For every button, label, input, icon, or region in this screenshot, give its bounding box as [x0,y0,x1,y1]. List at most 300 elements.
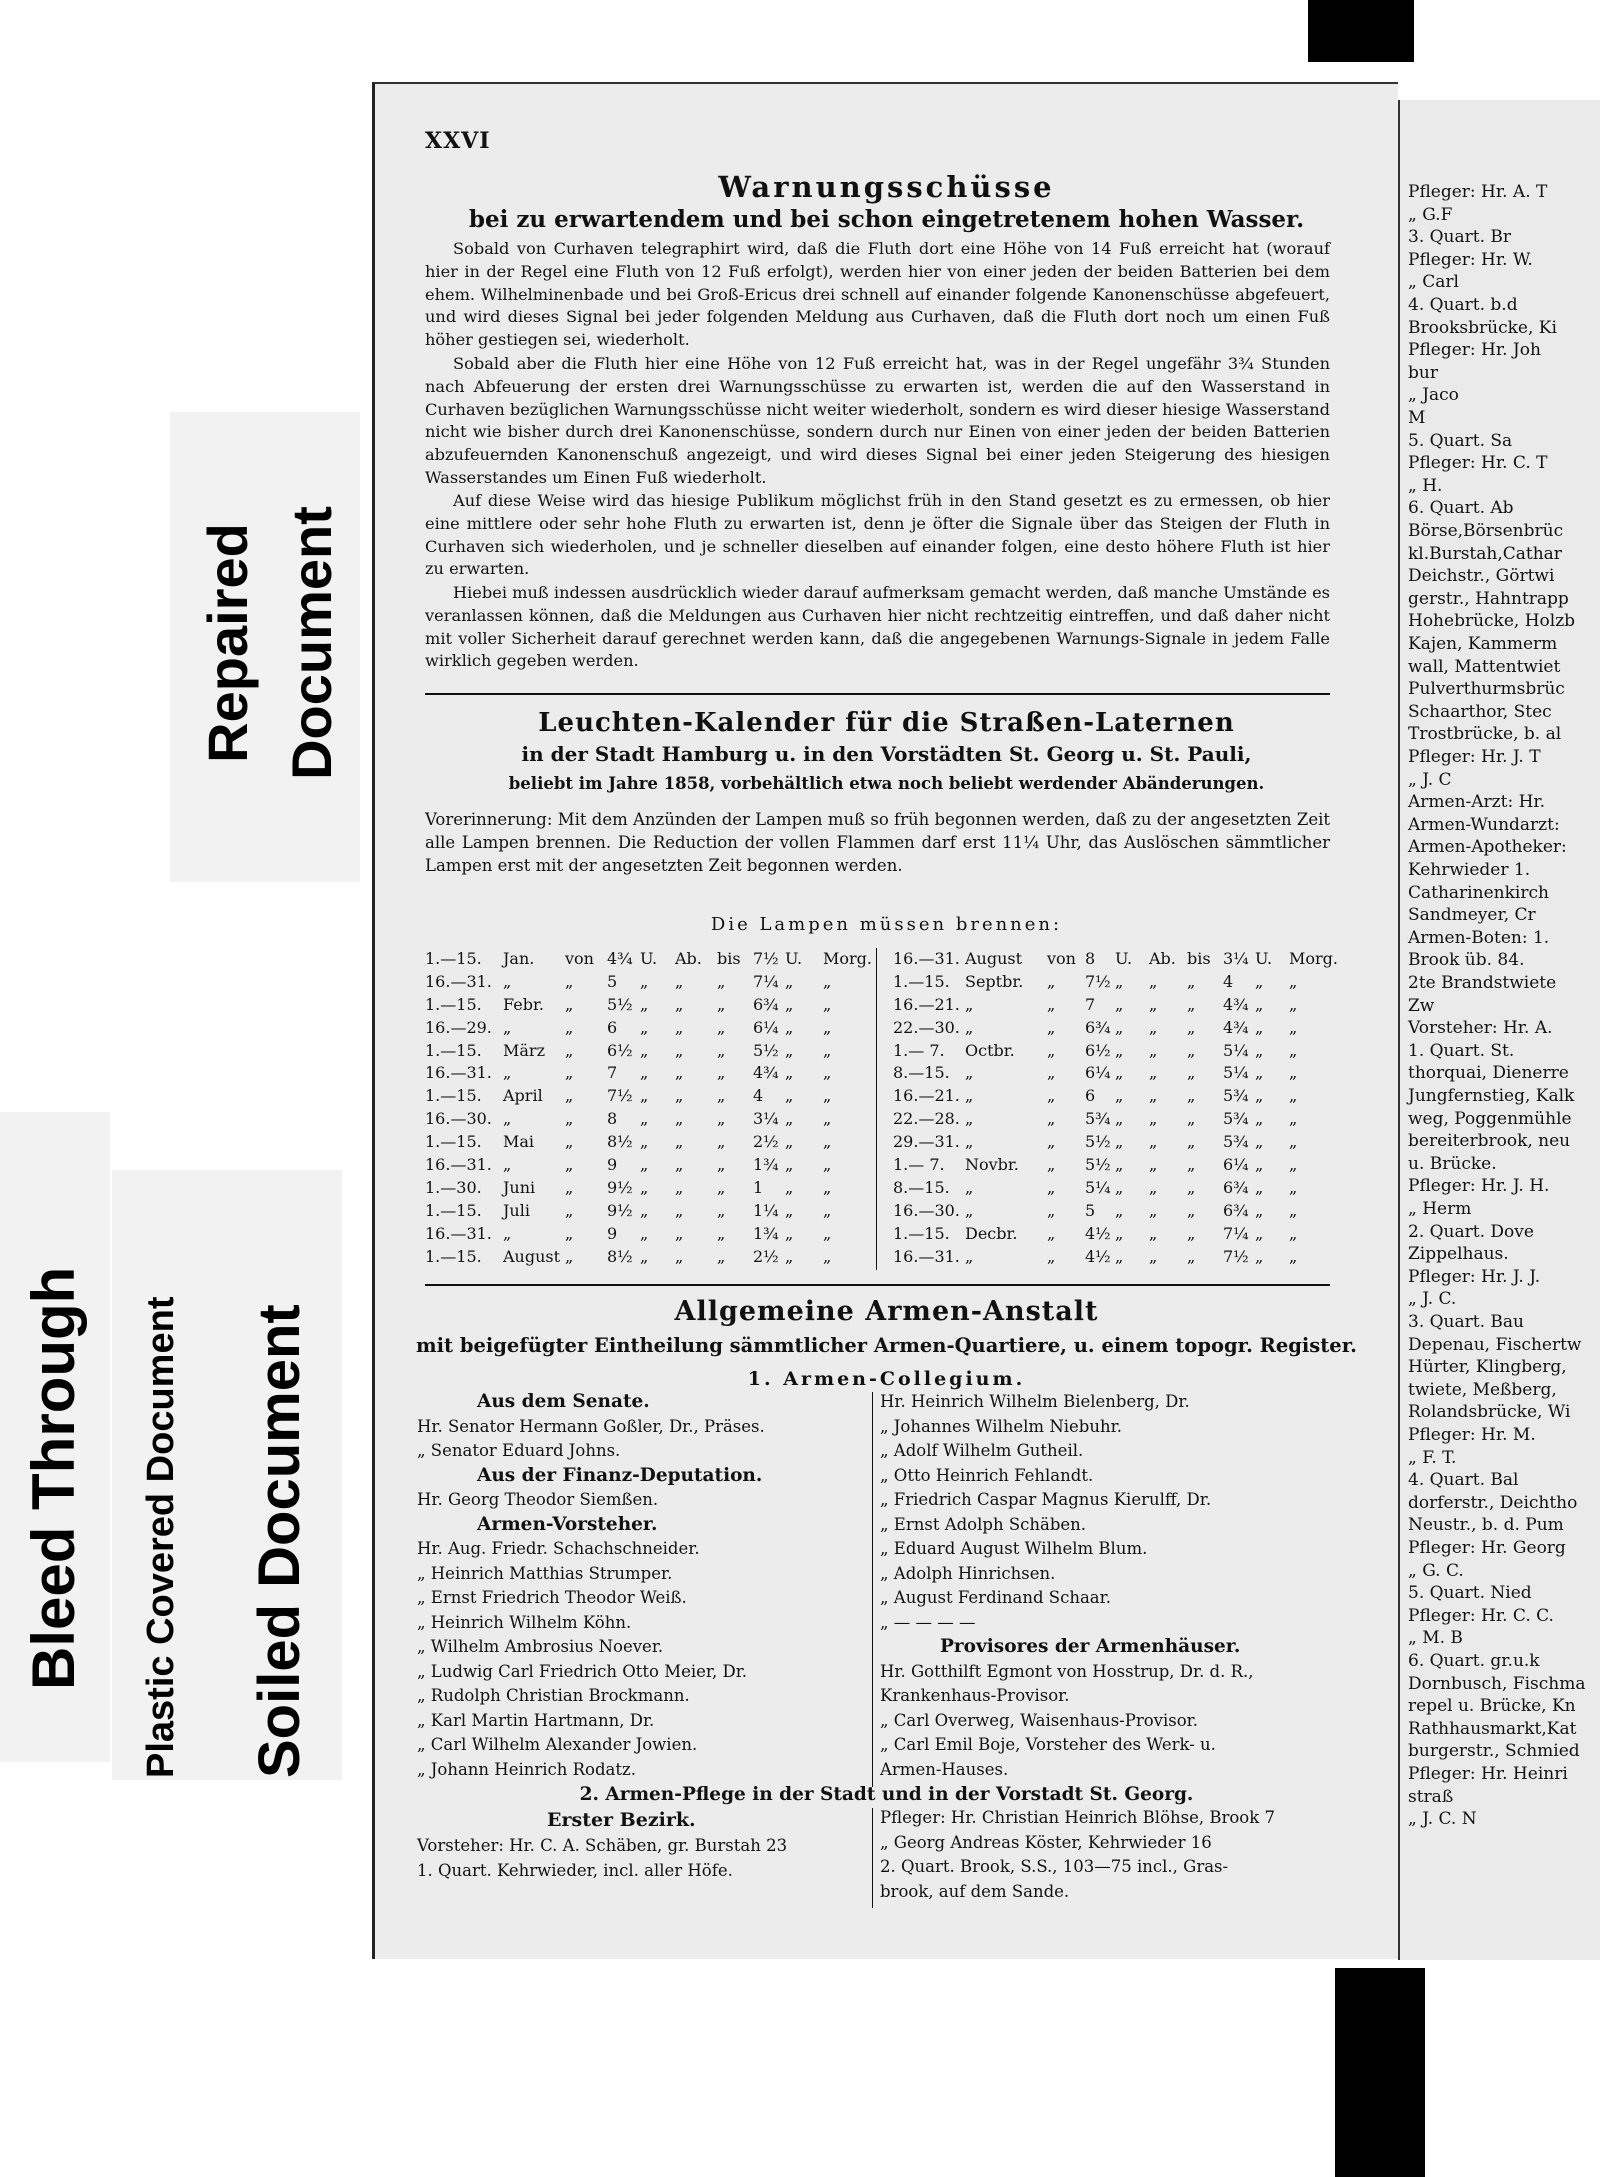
lamp-cell: „ [1289,1040,1298,1060]
list-item: Vorsteher: Hr. C. A. Schäben, gr. Burstah 23 [417,1836,788,1855]
lamp-cell: „ [640,1063,649,1083]
lamp-cell: „ [965,1109,974,1129]
adjacent-page-line: Pfleger: Hr. C. C. [1408,1605,1554,1626]
lamp-row [425,1177,1335,1200]
lamp-cell: „ [565,1063,574,1083]
adjacent-page-line: u. Brücke. [1408,1153,1497,1174]
lamp-cell: „ [785,971,794,991]
lamp-cell: 6¾ [1223,1200,1249,1220]
adjacent-page-line: Pfleger: Hr. J. H. [1408,1176,1550,1197]
lamp-cell: Ab. [1149,949,1176,968]
lamp-cell: „ [1289,1132,1298,1152]
lamp-cell: „ [640,994,649,1014]
lamp-cell: „ [785,1040,794,1060]
lamp-cell: „ [1255,1040,1264,1060]
lamp-cell: „ [1115,1017,1124,1037]
lamp-cell: „ [1047,1040,1056,1060]
lamp-cell: 1.—15. [425,994,482,1014]
lamp-cell: „ [1047,1246,1056,1266]
lamp-cell: U. [640,949,658,968]
bleed-label: Bleed Through [20,1266,87,1690]
lamp-cell: „ [675,971,684,991]
adjacent-page-line: repel u. Brücke, Kn [1408,1696,1576,1717]
lamp-cell: 6¼ [1223,1155,1249,1175]
lamp-cell: „ [823,1109,832,1129]
adjacent-page-line: 5. Quart. Sa [1408,430,1513,451]
repaired-label [186,418,354,868]
list-item: „ Carl Overweg, Waisenhaus-Provisor. [880,1710,1198,1730]
lamp-cell: 5½ [607,994,633,1014]
lamp-cell: „ [1149,1132,1158,1152]
lamp-cell: „ [785,1246,794,1266]
scan-edge-strip-top [1308,0,1414,62]
lamp-cell: „ [823,1132,832,1152]
lamp-cell: 6¾ [1085,1017,1111,1037]
adjacent-page-line: 5. Quart. Nied [1408,1583,1532,1604]
lamp-cell: 1¾ [753,1155,779,1175]
lamp-cell: 16.—31. [893,949,960,968]
lamp-cell: 16.—30. [425,1109,492,1129]
lamp-cell: „ [717,1063,726,1083]
lamp-cell: 1.— 7. [893,1040,945,1060]
lamp-table [425,948,1338,1268]
lamp-cell: „ [823,1017,832,1037]
armen-left-column [417,1390,765,1782]
lamp-row [425,1200,1335,1223]
lamp-cell: „ [785,1223,794,1243]
adjacent-page-line: Pfleger: Hr. W. [1408,249,1533,270]
lamp-cell: „ [1115,1223,1124,1243]
lamp-cell: Mai [503,1132,535,1152]
warning-paragraph: Auf diese Weise wird das hiesige Publikum möglichst früh in den Stand gesetzt es zu ermessen, ob hier eine mittlere oder sehr hohe Fluth zu erwarten ist, denn je öfter die Signale über das Steigen der Fluth in Curhaven sich wiederholen, und je schneller dieselben auf einander folgen, eine desto höhere Fluth ist hier zu erwarten. [425,491,1330,579]
column-divider [872,1392,873,1787]
lamp-row [425,971,1335,994]
lamp-cell: „ [1187,1017,1196,1037]
list-item: 2. Quart. Brook, S.S., 103—75 incl., Gras- [880,1857,1229,1876]
armen-right-column [880,1390,1254,1782]
lamp-cell: „ [1115,1040,1124,1060]
list-item: Pfleger: Hr. Christian Heinrich Blöhse, Brook 7 [880,1808,1275,1827]
adjacent-page-line: Pfleger: Hr. M. [1408,1425,1536,1445]
adjacent-page-line: Kajen, Kammerm [1408,634,1558,654]
list-item: „ Johann Heinrich Rodatz. [417,1759,636,1779]
lamp-row [425,1040,1335,1063]
list-item: „ Johannes Wilhelm Niebuhr. [880,1416,1122,1436]
lamp-cell: „ [1187,1200,1196,1220]
lamp-cell: 7½ [753,949,779,968]
list-item: „ — — — — [880,1612,976,1632]
adjacent-page-line: burgerstr., Schmied [1408,1741,1580,1762]
lamp-cell: „ [823,1086,832,1106]
lamp-cell: Ab. [675,949,702,968]
pflege-title: 2. Armen-Pflege in der Stadt und in der Vorstadt St. Georg. [579,1784,1194,1805]
lamp-cell: „ [717,1040,726,1060]
lamp-cell: 5¾ [1085,1109,1111,1129]
armen-collegium: 1. Armen-Collegium. [747,1368,1026,1390]
lamp-cell: 5¾ [1223,1132,1249,1152]
lamp-cell: 5¼ [1223,1063,1249,1083]
lamp-cell: 16.—21. [893,994,960,1014]
lamp-cell: 5½ [1085,1155,1111,1175]
lamp-cell: U. [1255,949,1273,968]
lamp-cell: „ [1047,994,1056,1014]
lamp-cell: 6 [1085,1086,1096,1106]
lamp-cell: 7½ [607,1086,633,1106]
list-item: „ Adolf Wilhelm Gutheil. [880,1441,1084,1460]
lamp-row [425,1131,1335,1154]
lamp-cell: „ [1289,1246,1298,1266]
lamp-cell: „ [1047,1132,1056,1152]
lamp-cell: „ [717,1223,726,1243]
lamp-cell: „ [565,1017,574,1037]
adjacent-page-line: „ M. B [1408,1628,1463,1649]
adjacent-page-line: Armen-Apotheker: [1408,837,1567,858]
lamp-cell: 7½ [1085,971,1111,991]
lamp-cell: Juli [503,1200,530,1220]
lamp-cell: 3¼ [1223,949,1249,968]
lamp-cell: „ [1289,1200,1298,1220]
lamp-cell: Jan. [503,949,535,968]
adjacent-page-line: bur [1408,362,1438,383]
list-item: „ Carl Wilhelm Alexander Jowien. [417,1735,698,1754]
lamp-cell: 16.—21. [893,1086,960,1106]
lamp-row [425,1154,1335,1177]
adjacent-page-line: 1. Quart. St. [1408,1040,1515,1061]
lamp-cell: „ [1289,1017,1298,1037]
adjacent-page-line: Schaarthor, Stec [1408,701,1552,722]
lamp-cell: „ [717,1200,726,1220]
lamp-cell: „ [785,1177,794,1197]
list-heading: Armen-Vorsteher. [477,1513,658,1535]
adjacent-page-line: Brooksbrücke, Ki [1408,317,1557,338]
lamps-preface: Vorerinnerung: Mit dem Anzünden der Lampen muß so früh begonnen werden, daß zu der angesetzten Zeit alle Lampen brennen. Die Reduction der vollen Flammen darf erst 11¼ Uhr, das Auslöschen sämmtlicher Lampen erst mit der angesetzten Zeit begonnen werden. [425,810,1330,875]
lamp-row [425,994,1335,1017]
lamp-cell: 7 [1085,994,1096,1014]
column-divider [872,1808,873,1908]
adjacent-page-line: kl.Burstah,Cathar [1408,543,1562,564]
adjacent-page-line: Börse,Börsenbrüc [1408,521,1564,541]
lamp-cell: 4¾ [1223,994,1249,1014]
lamp-cell: 1.—15. [425,1040,482,1060]
lamp-cell: 7¼ [753,971,779,991]
lamp-cell: „ [823,1200,832,1220]
lamp-cell: „ [717,1246,726,1266]
adjacent-page-line: Pfleger: Hr. J. J. [1408,1266,1541,1287]
adjacent-page-line: „ H. [1408,475,1443,496]
lamp-cell: „ [1187,1040,1196,1060]
lamp-cell: 5 [607,971,618,991]
lamp-cell: „ [717,1109,726,1129]
lamp-cell: bis [1187,949,1211,968]
lamp-cell: 8 [1085,949,1096,968]
list-item: Hr. Heinrich Wilhelm Bielenberg, Dr. [880,1392,1190,1411]
lamp-cell: „ [1149,1246,1158,1266]
lamp-cell: „ [965,1063,974,1083]
adjacent-page-line: Pfleger: Hr. A. T [1408,182,1548,202]
list-item: „ Wilhelm Ambrosius Noever. [417,1637,664,1656]
lamp-cell: 16.—31. [893,1246,960,1266]
list-heading: Provisores der Armenhäuser. [940,1636,1241,1657]
lamp-cell: „ [675,1063,684,1083]
lamp-cell: „ [675,1200,684,1220]
lamp-cell: „ [565,1086,574,1106]
lamp-cell: „ [965,1132,974,1152]
lamp-cell: „ [717,1155,726,1175]
lamp-cell: 4¾ [1223,1017,1249,1037]
lamp-cell: „ [1047,971,1056,991]
adjacent-page-line: 3. Quart. Br [1408,227,1512,248]
lamp-cell: März [503,1040,545,1060]
lamp-cell: „ [565,1109,574,1129]
lamp-cell: 1.— 7. [893,1155,945,1175]
adjacent-page-line: weg, Poggenmühle [1408,1108,1572,1129]
lamp-cell: 6¼ [753,1017,779,1037]
lamp-row [425,1085,1335,1108]
adjacent-page-line: „ J. C. [1408,1289,1457,1310]
lamp-cell: „ [823,1063,832,1083]
lamp-cell: Decbr. [965,1223,1018,1243]
lamp-cell: 4½ [1085,1223,1111,1243]
lamp-cell: „ [823,1040,832,1060]
lamp-cell: „ [785,1132,794,1152]
lamp-cell: Morg. [823,949,872,968]
lamp-cell: „ [823,1246,832,1266]
list-item: „ Otto Heinrich Fehlandt. [880,1465,1094,1485]
lamp-cell: 8½ [607,1132,633,1152]
lamp-cell: U. [785,949,803,968]
adjacent-page-line: „ G. C. [1408,1560,1464,1581]
lamp-cell: 7¼ [1223,1223,1249,1243]
lamp-cell: 22.—28. [893,1109,960,1129]
adjacent-page-line: „ J. C [1408,769,1452,790]
lamp-cell: 1.—30. [425,1177,482,1197]
adjacent-page-line: Dornbusch, Fischma [1408,1673,1586,1694]
list-item: Hr. Aug. Friedr. Schachschneider. [417,1539,700,1558]
warning-title: Warnungsschüsse [718,170,1055,204]
adjacent-page-line: „ J. C. N [1408,1809,1477,1830]
adjacent-page-line: Sandmeyer, Cr [1408,905,1536,926]
lamp-cell: „ [1187,1223,1196,1243]
lamp-cell: 4 [1223,971,1234,991]
lamp-row [425,1062,1335,1085]
lamp-cell: „ [1115,1246,1124,1266]
lamp-cell: 5¾ [1223,1086,1249,1106]
lamp-cell: „ [503,1063,512,1083]
list-item: „ Georg Andreas Köster, Kehrwieder 16 [880,1832,1212,1852]
lamp-cell: „ [1187,1109,1196,1129]
lamp-cell: 1.—15. [893,1223,950,1243]
lamp-cell: „ [1187,971,1196,991]
lamp-cell: „ [640,1177,649,1197]
lamp-cell: „ [785,1086,794,1106]
lamp-cell: Morg. [1289,949,1338,968]
lamp-cell: „ [565,1177,574,1197]
lamp-cell: „ [1255,1200,1264,1220]
adjacent-page-line: bereiterbrook, neu [1408,1131,1571,1152]
lamp-cell: „ [675,1017,684,1037]
lamp-cell: „ [1115,994,1124,1014]
adjacent-page-line: straß [1408,1786,1454,1807]
lamp-cell: „ [1149,1177,1158,1197]
lamp-cell: „ [1255,1017,1264,1037]
lamp-cell: „ [1255,994,1264,1014]
list-item: „ Heinrich Matthias Strumper. [417,1563,673,1583]
adjacent-page-line: wall, Mattentwiet [1408,656,1561,677]
lamp-cell: „ [965,1086,974,1106]
lamp-cell: Septbr. [965,971,1024,991]
adjacent-page-line: Zippelhaus. [1408,1244,1509,1265]
lamp-cell: 5 [1085,1200,1096,1220]
lamp-cell: 1.—15. [425,1200,482,1220]
lamp-cell: „ [1149,1017,1158,1037]
adjacent-page-line: gerstr., Hahntrapp [1408,588,1569,609]
plastic-label: Plastic Covered Document [140,1296,182,1778]
lamp-cell: 9 [607,1223,618,1243]
lamp-cell: 6¾ [1223,1177,1249,1197]
section-divider [425,693,1330,695]
adjacent-page-line: thorquai, Dienerre [1408,1063,1569,1084]
lamp-cell: „ [1047,1017,1056,1037]
lamp-cell: „ [823,1223,832,1243]
adjacent-page-line: 4. Quart. Bal [1408,1470,1519,1491]
list-item: „ Ernst Adolph Schäben. [880,1514,1087,1534]
lamp-cell: „ [565,1040,574,1060]
lamp-cell: „ [785,1063,794,1083]
lamp-cell: „ [1255,1109,1264,1129]
lamp-cell: „ [823,1155,832,1175]
adjacent-page-line: Hürter, Klingberg, [1408,1357,1567,1378]
adjacent-page-line: „ G.F [1408,204,1453,225]
lamp-cell: „ [565,971,574,991]
lamp-cell: „ [785,1155,794,1175]
lamp-cell: „ [1187,994,1196,1014]
lamp-cell: „ [1047,1177,1056,1197]
lamp-cell: „ [640,1246,649,1266]
lamp-cell: „ [503,1223,512,1243]
lamp-cell: 6¾ [753,994,779,1014]
lamp-cell: 16.—31. [425,1155,492,1175]
adjacent-page-line: Armen-Arzt: Hr. [1408,792,1546,813]
lamp-cell: „ [1255,1063,1264,1083]
lamp-cell: „ [1289,1177,1298,1197]
lamp-cell: 1.—15. [425,1132,482,1152]
lamp-cell: „ [1149,1155,1158,1175]
lamp-cell: „ [717,994,726,1014]
lamp-cell: „ [1047,1109,1056,1129]
lamp-cell: „ [675,1246,684,1266]
adjacent-page-line: 3. Quart. Bau [1408,1312,1524,1332]
adjacent-page-line: Depenau, Fischertw [1408,1334,1582,1355]
list-heading: Aus dem Senate. [477,1391,650,1412]
adjacent-page-line: M [1408,408,1426,428]
lamp-cell: „ [1289,971,1298,991]
lamp-cell: Juni [503,1177,536,1197]
lamp-cell: „ [1047,1155,1056,1175]
lamp-cell: „ [823,971,832,991]
lamp-cell: „ [1149,971,1158,991]
lamp-cell: „ [1115,1200,1124,1220]
lamp-cell: 3¼ [753,1109,779,1129]
lamp-cell: „ [1115,971,1124,991]
lamp-cell: „ [503,971,512,991]
lamp-cell: „ [965,1200,974,1220]
lamp-cell: „ [1149,994,1158,1014]
lamp-cell: „ [1149,1223,1158,1243]
lamp-cell: „ [785,1109,794,1129]
lamp-cell: „ [675,1086,684,1106]
lamp-cell: „ [1115,1132,1124,1152]
adjacent-page-line: Pfleger: Hr. Heinri [1408,1764,1568,1784]
adjacent-page-line: Hohebrücke, Holzb [1408,611,1576,632]
adjacent-page-line: twiete, Meßberg, [1408,1379,1557,1400]
warning-subtitle: bei zu erwartendem und bei schon eingetretenem hohen Wasser. [468,206,1305,233]
lamp-cell: 4½ [1085,1246,1111,1266]
lamp-cell: „ [717,1086,726,1106]
lamp-cell: „ [717,1017,726,1037]
lamp-cell: „ [1047,1086,1056,1106]
lamp-cell: „ [640,1155,649,1175]
lamp-cell: Novbr. [965,1155,1019,1175]
lamp-cell: 1¾ [753,1223,779,1243]
lamp-cell: 1 [753,1177,764,1197]
list-item: „ Heinrich Wilhelm Köhn. [417,1612,632,1632]
lamp-cell: „ [565,1223,574,1243]
list-item: „ Rudolph Christian Brockmann. [417,1686,690,1705]
lamp-cell: 16.—31. [425,1063,492,1083]
adjacent-page-line: 6. Quart. Ab [1408,498,1514,519]
lamps-table-head: Die Lampen müssen brennen: [710,914,1063,935]
lamp-cell: 6¼ [1085,1063,1111,1083]
lamp-cell: „ [1187,1177,1196,1197]
lamp-cell: „ [1255,1177,1264,1197]
lamp-cell: 1.—15. [893,971,950,991]
lamp-cell: „ [1115,1177,1124,1197]
lamp-cell: „ [785,1017,794,1037]
list-item: „ Ludwig Carl Friedrich Otto Meier, Dr. [417,1661,748,1681]
lamp-cell: 7 [607,1063,618,1083]
adjacent-page-line: dorferstr., Deichtho [1408,1492,1578,1513]
lamp-cell: 2½ [753,1246,779,1266]
lamp-cell: 1.—15. [425,1246,482,1266]
lamp-cell: „ [640,1200,649,1220]
lamp-cell: 16.—30. [893,1200,960,1220]
lamp-cell: 8½ [607,1246,633,1266]
list-item: „ Ernst Friedrich Theodor Weiß. [417,1588,687,1607]
lamp-cell: „ [1289,1086,1298,1106]
lamps-title: Leuchten-Kalender für die Straßen-Laternen [538,708,1235,738]
adjacent-page-line: Neustr., b. d. Pum [1408,1515,1564,1536]
list-item: Armen-Hauses. [880,1759,1009,1779]
lamp-cell: Febr. [503,994,544,1014]
adjacent-page-line: Pfleger: Hr. Georg [1408,1538,1566,1558]
list-item: „ Friedrich Caspar Magnus Kierulff, Dr. [880,1490,1212,1509]
lamp-cell: „ [675,1109,684,1129]
lamp-cell: „ [1047,1223,1056,1243]
list-item: brook, auf dem Sande. [880,1881,1070,1901]
adjacent-page [1398,100,1600,1960]
adjacent-page-line: „ F. T. [1408,1447,1457,1468]
repaired-label-text: Repaired Document [196,506,343,780]
adjacent-page-line: Armen-Wundarzt: [1408,814,1560,835]
lamp-cell: „ [503,1109,512,1129]
lamp-cell: „ [965,1017,974,1037]
lamp-cell: „ [1187,1155,1196,1175]
bottom-left-column [417,1834,787,1883]
adjacent-page-line: Pfleger: Hr. C. T [1408,453,1548,474]
lamp-cell: „ [503,1155,512,1175]
lamp-cell: von [565,949,594,968]
adjacent-page-line: 6. Quart. gr.u.k [1408,1651,1540,1671]
